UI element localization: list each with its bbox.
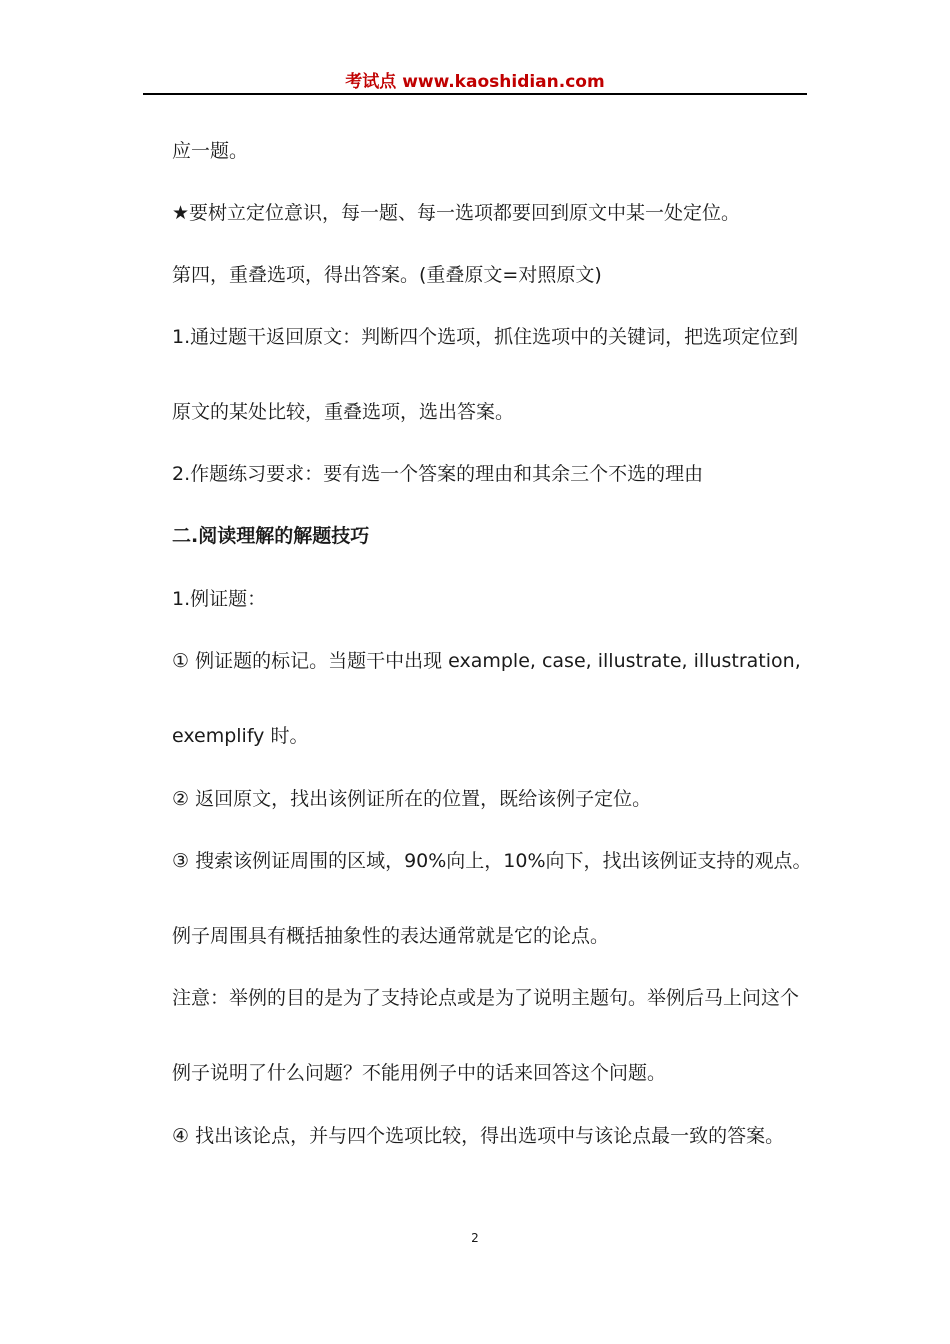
body-line: ② 返回原文，找出该例证所在的位置，既给该例子定位。 [172, 788, 652, 810]
site-header-title: 考试点 www.kaoshidian.com [345, 72, 605, 92]
body-line: 例子说明了什么问题？不能用例子中的话来回答这个问题。 [172, 1062, 667, 1084]
page-number: 2 [471, 1231, 479, 1245]
body-line: 2.作题练习要求：要有选一个答案的理由和其余三个不选的理由 [172, 463, 704, 485]
body-line: 1.通过题干返回原文：判断四个选项，抓住选项中的关键词，把选项定位到 [172, 326, 799, 348]
body-line: ③ 搜索该例证周围的区域，90%向上，10%向下，找出该例证支持的观点。 [172, 850, 812, 872]
body-line: 应一题。 [172, 140, 249, 162]
body-line: 1.例证题： [172, 588, 267, 610]
body-line: 注意：举例的目的是为了支持论点或是为了说明主题句。举例后马上问这个 [172, 987, 800, 1009]
body-line: ★要树立定位意识，每一题、每一选项都要回到原文中某一处定位。 [172, 202, 741, 224]
body-line: exemplify 时。 [172, 725, 309, 747]
section-heading: 二.阅读理解的解题技巧 [172, 525, 370, 547]
body-line: ④ 找出该论点，并与四个选项比较，得出选项中与该论点最一致的答案。 [172, 1125, 785, 1147]
body-line: 例子周围具有概括抽象性的表达通常就是它的论点。 [172, 925, 610, 947]
body-line: 原文的某处比较，重叠选项，选出答案。 [172, 401, 515, 423]
header-divider [143, 93, 807, 95]
body-line: 第四，重叠选项，得出答案。(重叠原文=对照原文) [172, 264, 602, 286]
body-line: ① 例证题的标记。当题干中出现 example, case, illustrate, illustration, [172, 650, 801, 672]
